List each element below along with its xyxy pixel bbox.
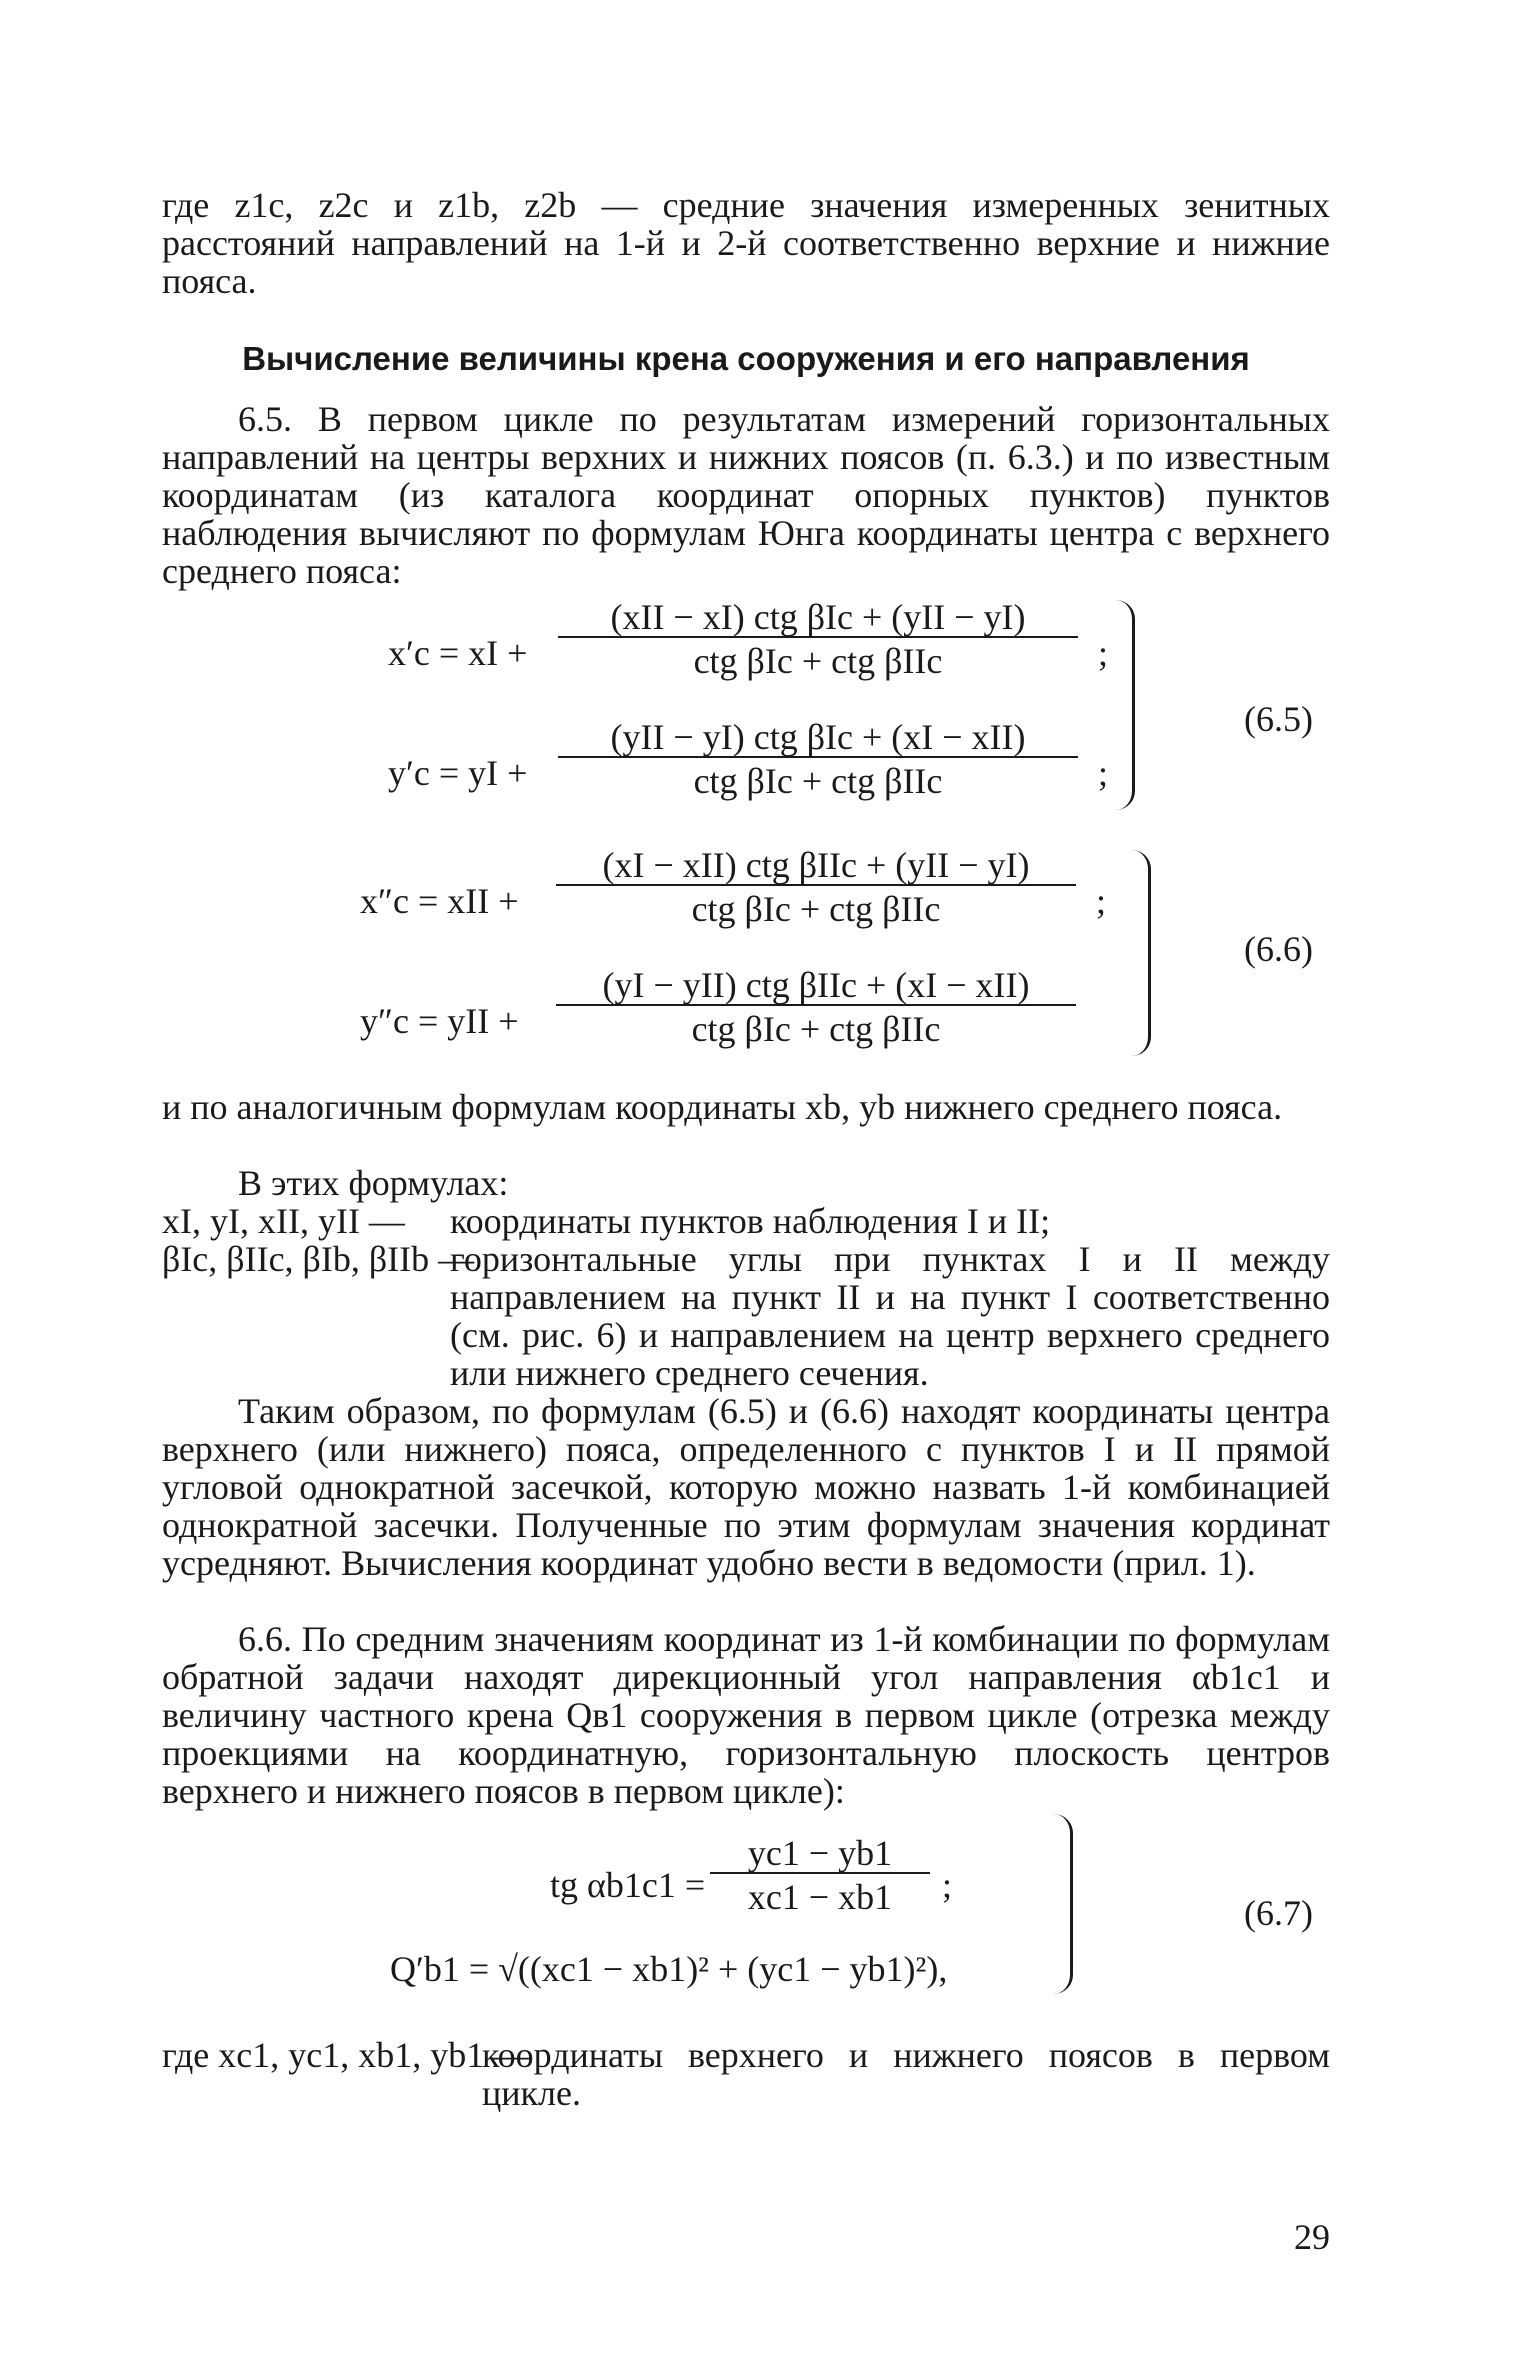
- paragraph-6-5: 6.5. В первом цикле по результатам измерений горизонтальных направлений на центры верхних и нижних поясов (п. 6.3.) и по известным координатам (из каталога координат опорных пунктов) пунктов наблюдения вычисляют по формулам Юнга координаты центра с верхнего среднего пояса:: [162, 399, 1330, 591]
- brace-6-6: [1132, 850, 1151, 1056]
- definition-term: xI, yI, xII, yII —: [162, 1201, 405, 1241]
- formula-lhs: y″c = yII +: [360, 1001, 519, 1041]
- formula-denominator: xc1 − xb1: [747, 1877, 893, 1917]
- formula-denominator: ctg βIc + ctg βIIc: [691, 889, 941, 929]
- equation-number-6-5: (6.5): [1244, 699, 1313, 739]
- definition-text: координаты верхнего и нижнего поясов в первом цикле.: [482, 2035, 1330, 2113]
- definition-term: βIc, βIIc, βIb, βIIb —: [162, 1239, 475, 1279]
- in-formulas-label: В этих формулах:: [238, 1163, 509, 1203]
- paragraph-analog: и по аналогичным формулам координаты xb, yb нижнего среднего пояса.: [162, 1087, 1283, 1127]
- definition-row-final: [162, 2036, 1330, 2126]
- equation-number-6-6: (6.6): [1244, 929, 1313, 969]
- formula-separator: ;: [1096, 881, 1107, 921]
- intro-paragraph: где z1c, z2c и z1b, z2b — средние значения измеренных зенитных расстояний направлений на 1-й и 2-й соответственно верхние и нижние пояса.: [162, 185, 1330, 301]
- equation-number-6-7: (6.7): [1244, 1893, 1313, 1933]
- paragraph-thus: Таким образом, по формулам (6.5) и (6.6) находят координаты центра верхнего (или нижнего) пояса, определенного с пунктов I и II прямой угловой однократной засечкой, которую можно назвать 1-й комбинацией однократной засечки. Полученные по этим формулам значения кординат усредняют. Вычисления координат удобно вести в ведомости (прил. 1).: [162, 1391, 1330, 1583]
- definition-row: [162, 1202, 1330, 1242]
- formula-denominator: ctg βIc + ctg βIIc: [693, 761, 943, 801]
- formula-partial-tilt: Q′b1 = √((xc1 − xb1)² + (yc1 − yb1)²),: [390, 1949, 948, 1989]
- section-heading: Вычисление величины крена сооружения и его направления: [242, 340, 1250, 377]
- definition-text: горизонтальные углы при пунктах I и II между направлением на пункт II и на пункт I соответственно (см. рис. 6) и направлением на центр верхнего среднего или нижнего среднего сечения.: [450, 1239, 1330, 1393]
- formula-numerator: yc1 − yb1: [710, 1834, 930, 1874]
- formula-denominator: ctg βIc + ctg βIIc: [693, 641, 943, 681]
- formula-lhs: x′c = xI +: [388, 633, 528, 673]
- formula-numerator: (yI − yII) ctg βIIc + (xI − xII): [556, 966, 1076, 1006]
- definition-term: где xc1, yc1, xb1, yb1 —: [162, 2035, 530, 2075]
- formula-numerator: (xI − xII) ctg βIIc + (yII − yI): [556, 846, 1076, 886]
- definition-row: [162, 1240, 1330, 1400]
- formula-separator: ;: [1098, 633, 1109, 673]
- page-number: 29: [1294, 2217, 1330, 2257]
- paragraph-6-6: 6.6. По средним значениям координат из 1-й комбинации по формулам обратной задачи находят дирекционный угол направления αb1c1 и величину частного крена Qв1 сооружения в первом цикле (отрезка между проекциями на координатную, горизонтальную плоскость центров верхнего и нижнего поясов в первом цикле):: [162, 1619, 1330, 1811]
- formula-numerator: (yII − yI) ctg βIc + (xI − xII): [558, 718, 1078, 758]
- formula-separator: ;: [1098, 753, 1109, 793]
- formula-separator: ;: [942, 1865, 953, 1905]
- brace-6-7: [1054, 1814, 1073, 1994]
- definition-text: координаты пунктов наблюдения I и II;: [450, 1201, 1051, 1241]
- formula-denominator: ctg βIc + ctg βIIc: [691, 1009, 941, 1049]
- formula-numerator: (xII − xI) ctg βIc + (yII − yI): [558, 598, 1078, 638]
- formula-lhs: x″c = xII +: [360, 881, 519, 921]
- brace-6-5: [1116, 600, 1135, 810]
- formula-lhs: y′c = yI +: [388, 753, 528, 793]
- formula-lhs: tg αb1c1 =: [550, 1865, 706, 1905]
